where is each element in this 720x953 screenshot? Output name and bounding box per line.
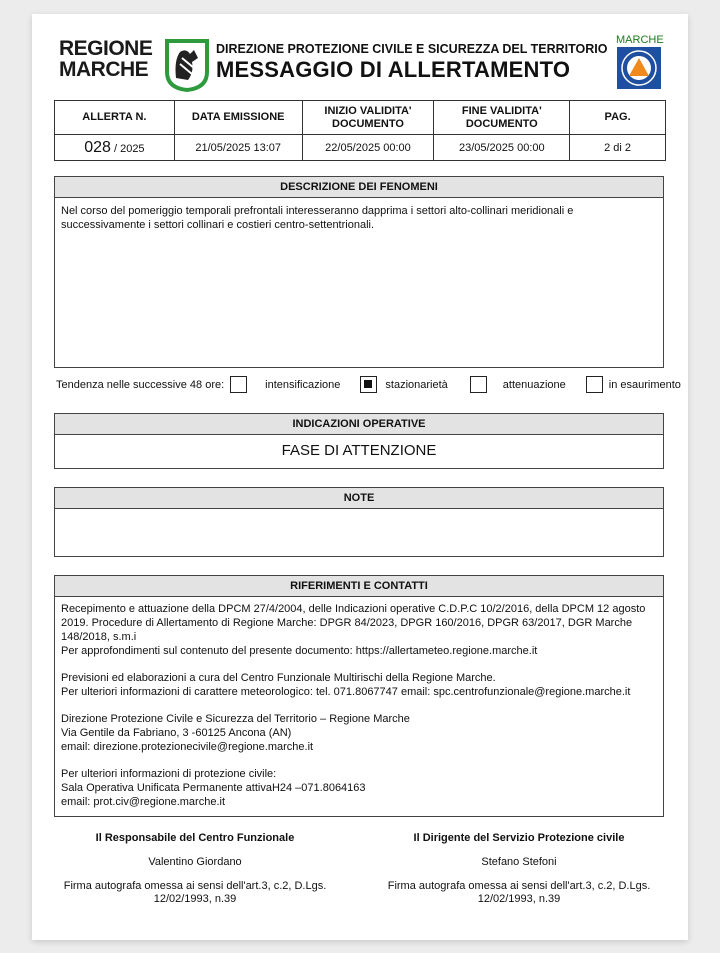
website-link[interactable]: Per approfondimenti sul contenuto del presente documento: https://allertameteo.regione.marche.it <box>61 645 538 657</box>
pc-logo-label: MARCHE <box>616 34 664 46</box>
table-value-row <box>55 135 666 161</box>
direction-title: DIREZIONE PROTEZIONE CIVILE E SICUREZZA DEL TERRITORIO <box>216 42 608 56</box>
description-text: Nel corso del pomeriggio temporali prefrontali interesseranno dapprima i settori alto-collinari meridionali e successivamente i settori collinari e costieri centro-settentrionali. <box>61 205 574 231</box>
checkbox-intensificazione[interactable] <box>230 376 247 393</box>
direction-email[interactable]: email: direzione.protezionecivile@regione.marche.it <box>61 741 314 753</box>
checkbox-attenuazione[interactable] <box>470 376 487 393</box>
header-issue-date: DATA EMISSIONE <box>174 101 302 135</box>
protezione-civile-logo <box>616 34 662 92</box>
checkbox-in-esaurimento[interactable] <box>586 376 603 393</box>
page-number: 2 di 2 <box>570 135 666 161</box>
signature-right <box>374 832 664 906</box>
issue-date: 21/05/2025 13:07 <box>174 135 302 161</box>
table-header-row <box>55 101 666 135</box>
references-header: RIFERIMENTI E CONTATTI <box>54 575 664 597</box>
protciv-email[interactable]: email: prot.civ@regione.marche.it <box>61 796 226 808</box>
document-page <box>32 14 688 940</box>
references-paragraph: Previsioni ed elaborazioni a cura del Centro Funzionale Multirischi della Regione Marche. Per ulteriori informazioni di carattere meteorologico: tel. 071.8067747 email: spc.centrofunzionale@regione.marche.it <box>61 672 631 698</box>
signature-note: Firma autografa omessa ai sensi dell'art.3, c.2, D.Lgs. 12/02/1993, n.39 <box>387 880 651 905</box>
notes-body <box>54 509 664 557</box>
signature-name: Valentino Giordano <box>148 856 242 868</box>
references-body <box>54 597 664 817</box>
checkbox-stazionarieta[interactable] <box>360 376 377 393</box>
trend-label: Tendenza nelle successive 48 ore: <box>56 378 225 391</box>
alert-number-cell <box>55 135 175 161</box>
header-alert-number: ALLERTA N. <box>55 101 175 135</box>
trend-row <box>56 376 689 393</box>
alert-number: 028 <box>84 138 111 156</box>
signature-note: Firma autografa omessa ai sensi dell'art.3, c.2, D.Lgs. 12/02/1993, n.39 <box>63 880 327 905</box>
trend-option-label: in esaurimento <box>608 378 681 391</box>
operative-body <box>54 435 664 469</box>
alert-info-table <box>54 100 666 161</box>
header-page: PAG. <box>570 101 666 135</box>
references-paragraph: Direzione Protezione Civile e Sicurezza del Territorio – Regione Marche Via Gentile da Fabriano, 3 -60125 Ancona (AN) email: direzione.protezionecivile@regione.marche.it <box>61 713 410 753</box>
notes-header: NOTE <box>54 487 664 509</box>
trend-option-label: intensificazione <box>265 378 341 391</box>
regione-marche-logo-text: REGIONE MARCHE <box>59 37 153 81</box>
signature-title: Il Responsabile del Centro Funzionale <box>95 832 295 844</box>
references-paragraph: Per ulteriori informazioni di protezione civile: Sala Operativa Unificata Permanente attivaH24 –071.8064163 email: prot.civ@regione.marche.it <box>61 768 366 808</box>
operative-header: INDICAZIONI OPERATIVE <box>54 413 664 435</box>
protezione-civile-emblem-icon <box>616 46 662 90</box>
valid-from: 22/05/2025 00:00 <box>302 135 434 161</box>
description-body <box>54 198 664 368</box>
references-paragraph: Recepimento e attuazione della DPCM 27/4/2004, delle Indicazioni operative C.D.P.C 10/2/2016, della DPCM 12 agosto 2019. Procedure di Allertamento di Regione Marche: DPGR 84/2023, DPGR 160/2016, DPGR 63/2017, DGR Marche 148/2018, s.m.i Per approfondimenti sul contenuto del presente documento: https://allertameteo.regione.marche.it <box>61 603 646 657</box>
signature-left <box>50 832 340 906</box>
description-header: DESCRIZIONE DEI FENOMENI <box>54 176 664 198</box>
alert-year: / 2025 <box>113 142 145 155</box>
trend-option-label: stazionarietà <box>385 378 448 391</box>
signature-title: Il Dirigente del Servizio Protezione civile <box>413 832 625 844</box>
trend-option-label: attenuazione <box>502 378 566 391</box>
header-valid-to: FINE VALIDITA' DOCUMENTO <box>434 101 570 135</box>
header-valid-from: INIZIO VALIDITA' DOCUMENTO <box>302 101 434 135</box>
regione-marche-logo-icon <box>164 38 210 92</box>
document-title: MESSAGGIO DI ALLERTAMENTO <box>216 57 571 82</box>
operative-phase: FASE DI ATTENZIONE <box>281 442 437 459</box>
signature-name: Stefano Stefoni <box>481 856 557 868</box>
meteo-contact[interactable]: Per ulteriori informazioni di carattere meteorologico: tel. 071.8067747 email: spc.centrofunzionale@regione.marche.it <box>61 686 631 698</box>
valid-to: 23/05/2025 00:00 <box>434 135 570 161</box>
